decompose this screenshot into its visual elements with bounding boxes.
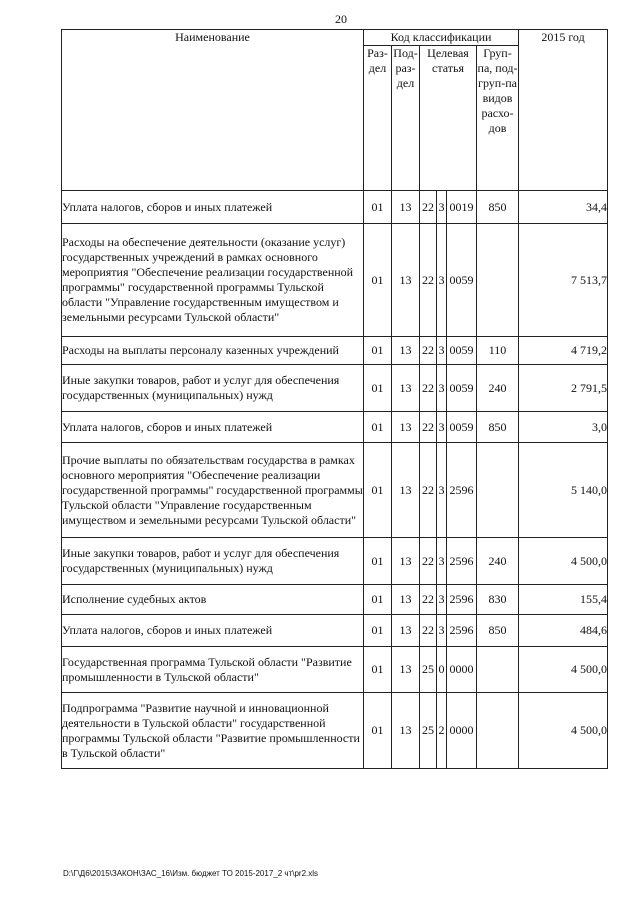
row-amount: 2 791,5 [519, 365, 608, 412]
budget-table [61, 29, 608, 769]
row-name: Уплата налогов, сборов и иных платежей [62, 191, 364, 224]
row-target-program: 22 [420, 443, 437, 538]
row-name: Расходы на обеспечение деятельности (оказание услуг) государственных учреждений в рамках основного мероприятия "Обеспечение реализации государственной программы" государственной программы Тульской области "Управление государственным имуществом и земельными ресурсами Тульской области" [62, 224, 364, 337]
header-subsection: Под-раз-дел [392, 46, 420, 191]
row-name: Иные закупки товаров, работ и услуг для обеспечения государственных (муниципальных) нужд [62, 365, 364, 412]
row-target-subprogram: 3 [437, 224, 447, 337]
row-section: 01 [364, 615, 392, 647]
row-target-direction: 2596 [447, 538, 477, 585]
row-subsection: 13 [392, 585, 420, 615]
row-amount: 4 719,2 [519, 337, 608, 365]
row-target-program: 22 [420, 224, 437, 337]
table-row [62, 412, 608, 443]
row-subsection: 13 [392, 337, 420, 365]
table-row [62, 224, 608, 337]
row-target-program: 22 [420, 615, 437, 647]
header-group: Груп-па, под-груп-па видов расхо-дов [477, 46, 519, 191]
row-target-program: 25 [420, 647, 437, 693]
table-row [62, 615, 608, 647]
row-expense-type: 110 [477, 337, 519, 365]
row-section: 01 [364, 647, 392, 693]
footer-file-path: D:\Г\Д6\2015\ЗАКОН\ЗАС_16\Изм. бюджет ТО 2015-2017_2 чт\pr2.xls [63, 869, 319, 878]
header-target: Целевая статья [420, 46, 477, 191]
row-amount: 4 500,0 [519, 693, 608, 769]
row-target-subprogram: 3 [437, 412, 447, 443]
row-target-subprogram: 3 [437, 615, 447, 647]
row-section: 01 [364, 191, 392, 224]
row-name: Уплата налогов, сборов и иных платежей [62, 412, 364, 443]
header-classification: Код классификации [364, 30, 519, 46]
row-expense-type [477, 647, 519, 693]
table-row [62, 191, 608, 224]
row-target-direction: 2596 [447, 585, 477, 615]
row-target-direction: 0000 [447, 647, 477, 693]
row-amount: 7 513,7 [519, 224, 608, 337]
row-target-subprogram: 3 [437, 585, 447, 615]
row-target-subprogram: 3 [437, 337, 447, 365]
row-section: 01 [364, 365, 392, 412]
row-subsection: 13 [392, 191, 420, 224]
row-name: Исполнение судебных актов [62, 585, 364, 615]
row-subsection: 13 [392, 615, 420, 647]
row-target-subprogram: 3 [437, 365, 447, 412]
row-section: 01 [364, 412, 392, 443]
row-expense-type: 850 [477, 412, 519, 443]
row-target-program: 25 [420, 693, 437, 769]
row-target-direction: 0019 [447, 191, 477, 224]
row-name: Прочие выплаты по обязательствам государства в рамках основного мероприятия "Обеспечение реализации государственной программы" государственной программы Тульской области "Управление государственным имуществом и земельными ресурсами Тульской области" [62, 443, 364, 538]
row-target-direction: 0059 [447, 337, 477, 365]
row-target-direction: 0059 [447, 365, 477, 412]
row-target-program: 22 [420, 538, 437, 585]
row-target-direction: 2596 [447, 443, 477, 538]
row-name: Государственная программа Тульской области "Развитие промышленности в Тульской области" [62, 647, 364, 693]
row-subsection: 13 [392, 224, 420, 337]
row-name: Уплата налогов, сборов и иных платежей [62, 615, 364, 647]
row-target-program: 22 [420, 585, 437, 615]
row-name: Подпрограмма "Развитие научной и инновационной деятельности в Тульской области" государственной программы Тульской области "Развитие промышленности в Тульской области" [62, 693, 364, 769]
table-row [62, 693, 608, 769]
row-target-subprogram: 2 [437, 693, 447, 769]
table-row [62, 365, 608, 412]
table-row [62, 647, 608, 693]
row-subsection: 13 [392, 538, 420, 585]
row-expense-type [477, 443, 519, 538]
row-target-subprogram: 0 [437, 647, 447, 693]
row-amount: 484,6 [519, 615, 608, 647]
row-target-program: 22 [420, 412, 437, 443]
row-amount: 4 500,0 [519, 647, 608, 693]
row-target-direction: 0059 [447, 412, 477, 443]
row-subsection: 13 [392, 693, 420, 769]
row-amount: 5 140,0 [519, 443, 608, 538]
row-section: 01 [364, 443, 392, 538]
row-expense-type: 240 [477, 365, 519, 412]
row-subsection: 13 [392, 647, 420, 693]
row-expense-type: 850 [477, 191, 519, 224]
row-target-direction: 0000 [447, 693, 477, 769]
row-target-subprogram: 3 [437, 443, 447, 538]
row-amount: 4 500,0 [519, 538, 608, 585]
page-number: 20 [335, 12, 347, 26]
row-expense-type [477, 224, 519, 337]
row-expense-type [477, 693, 519, 769]
row-section: 01 [364, 538, 392, 585]
row-expense-type: 850 [477, 615, 519, 647]
row-target-direction: 2596 [447, 615, 477, 647]
row-section: 01 [364, 337, 392, 365]
row-amount: 155,4 [519, 585, 608, 615]
row-target-direction: 0059 [447, 224, 477, 337]
row-target-subprogram: 3 [437, 538, 447, 585]
header-year: 2015 год [519, 30, 608, 191]
row-subsection: 13 [392, 412, 420, 443]
row-section: 01 [364, 693, 392, 769]
row-amount: 3,0 [519, 412, 608, 443]
row-section: 01 [364, 224, 392, 337]
row-amount: 34,4 [519, 191, 608, 224]
row-expense-type: 830 [477, 585, 519, 615]
header-name: Наименование [62, 30, 364, 191]
row-target-subprogram: 3 [437, 191, 447, 224]
row-name: Расходы на выплаты персоналу казенных учреждений [62, 337, 364, 365]
header-section: Раз-дел [364, 46, 392, 191]
row-target-program: 22 [420, 191, 437, 224]
row-subsection: 13 [392, 365, 420, 412]
row-target-program: 22 [420, 337, 437, 365]
table-row [62, 585, 608, 615]
table-row [62, 538, 608, 585]
row-name: Иные закупки товаров, работ и услуг для обеспечения государственных (муниципальных) нужд [62, 538, 364, 585]
row-subsection: 13 [392, 443, 420, 538]
table-row [62, 337, 608, 365]
row-target-program: 22 [420, 365, 437, 412]
row-expense-type: 240 [477, 538, 519, 585]
table-row [62, 443, 608, 538]
row-section: 01 [364, 585, 392, 615]
